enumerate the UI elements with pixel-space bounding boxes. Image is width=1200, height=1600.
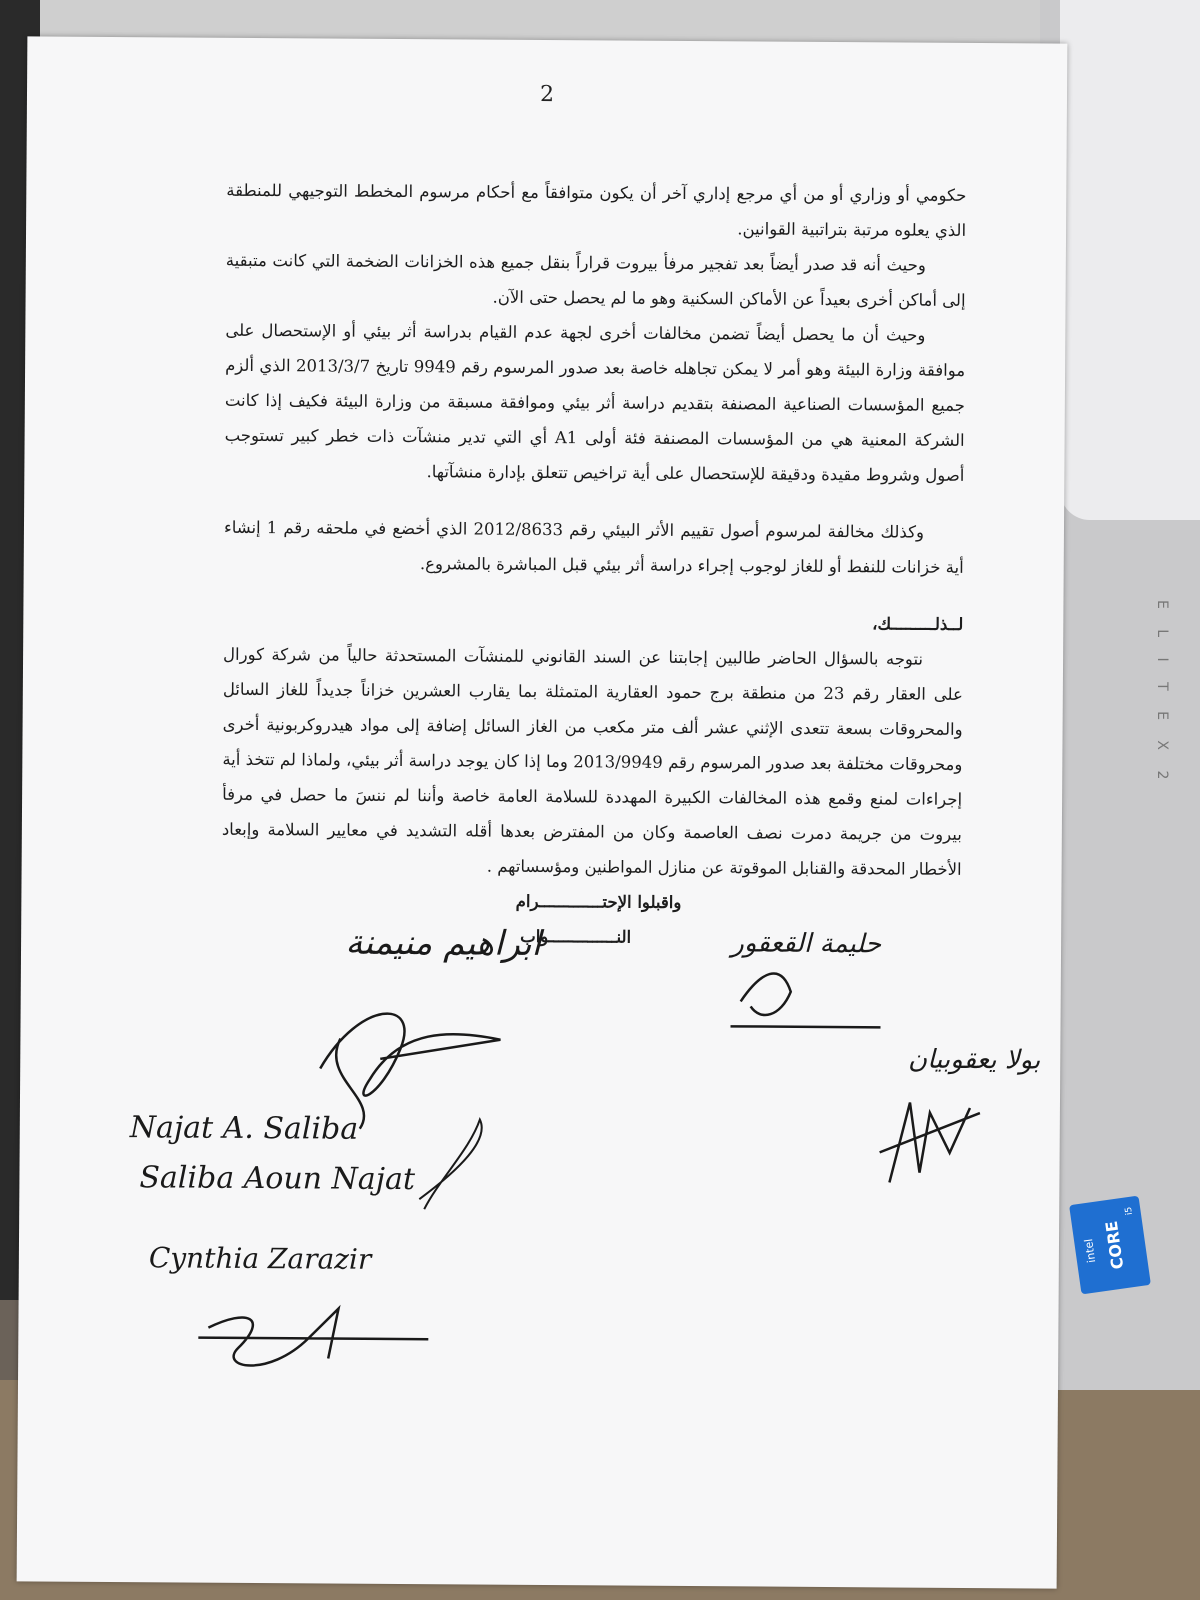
sticker-brand: intel (1081, 1237, 1099, 1264)
signature-name: Cynthia Zarazir (148, 1241, 372, 1276)
signature-stroke (731, 973, 881, 1027)
signature-name: Saliba Aoun Najat (139, 1160, 416, 1198)
signature-najat (128, 1110, 482, 1209)
closing-line: واقبلوا الإحتـــــــــــــرام (515, 891, 682, 912)
signature-cynthia (148, 1241, 429, 1366)
signature-paula (879, 1044, 1040, 1183)
signature-stroke (198, 1308, 428, 1367)
signature-stroke (320, 1013, 501, 1130)
signature-name: Najat A. Saliba (129, 1110, 359, 1147)
paragraph: وحيث أن ما يحصل أيضاً تضمن مخالفات أخرى لجهة عدم القيام بدراسة أثر بيئي أو الإستحصال على موافقة وزارة البيئة وهو أمر لا يمكن تجاهله خاصة بعد صدور المرسوم رقم 9949 تاريخ 2013/3/7 الذي ألزم جميع المؤسسات الصناعية المصنفة بتقديم دراسة أثر بيئي وموافقة مسبقة من وزارة البيئة فكيف إذا كانت الشركة المعنية هي من المؤسسات المصنفة فئة أولى A1 أي التي تدير منشآت ذات خطر كبير تستوجب أصول وشروط مقيدة ودقيقة للإستحصال على أية تراخيص تتعلق بإدارة منشآتها. (224, 320, 966, 485)
signature-name: بولا يعقوبيان (907, 1044, 1041, 1076)
signature-stroke (879, 1102, 980, 1183)
signatory-heading: النــــــــــــــواب (520, 926, 632, 947)
laptop-label: E L I T E X 2 (1154, 600, 1170, 788)
sticker-gen: i5 (1123, 1206, 1135, 1216)
conclusion-paragraph: نتوجه بالسؤال الحاضر طالبين إجابتنا عن السند القانوني للمنشآت المستحدثة حالياً من شركة كورال على العقار رقم 23 من منطقة برج حمود العقارية المتمثلة بما يقارب العشرين خزاناً جديداً للغاز السائل والمحروقات بسعة تتعدى الإثني عشر ألف متر مكعب من الغاز السائل إضافة إلى مواد هيدروكربونية أخرى ومحروقات مختلفة بعد صدور المرسوم رقم 2013/9949 وما إذا كان يوجد دراسة أثر بيئي، ولماذا لم تتخذ أية إجراءات لمنع وقمع هذه المخالفات الكبيرة المهددة للسلامة العامة خاصة وأننا لم ننسَ ما حصل في مرفأ بيروت من جريمة دمرت نصف العاصمة وكان من المفترض بعدها أقله التشديد في معايير السلامة وإبعاد الأخطار المحدقة والقنابل الموقوتة عن منازل المواطنين ومؤسساتهم . (221, 644, 963, 879)
signature-stroke (419, 1119, 482, 1209)
paragraph: وكذلك مخالفة لمرسوم أصول تقييم الأثر البيئي رقم 2012/8633 الذي أخضع في ملحقه رقم 1 إنشاء أية خزانات للنفط أو للغاز لوجوب إجراء دراسة أثر بيئي قبل المباشرة بالمشروع. (223, 517, 964, 577)
intel-sticker (1069, 1196, 1151, 1295)
document-page (17, 36, 1068, 1588)
paragraph: حكومي أو وزاري أو من أي مرجع إداري آخر أن يكون متوافقاً مع أحكام مرسوم المخطط التوجيهي للمنطقة الذي يعلوه مرتبة بتراتبية القوانين. (226, 180, 967, 240)
background-paper-sheet (1060, 0, 1200, 520)
paragraph: وحيث أنه قد صدر أيضاً بعد تفجير مرفأ بيروت قراراً بنقل جميع هذه الخزانات الضخمة التي كانت متبقية إلى أماكن أخرى بعيداً عن الأماكن السكنية وهو ما لم يحصل حتى الآن. (225, 250, 966, 310)
document-body (221, 173, 967, 960)
signature-name: ابراهيم منيمنة (345, 922, 542, 964)
sticker-core: CORE (1101, 1219, 1128, 1271)
conclusion-heading: لــذلـــــــــك، (872, 614, 964, 634)
signature-name: حليمة القعقور (731, 928, 882, 960)
page-number: 2 (539, 81, 555, 108)
